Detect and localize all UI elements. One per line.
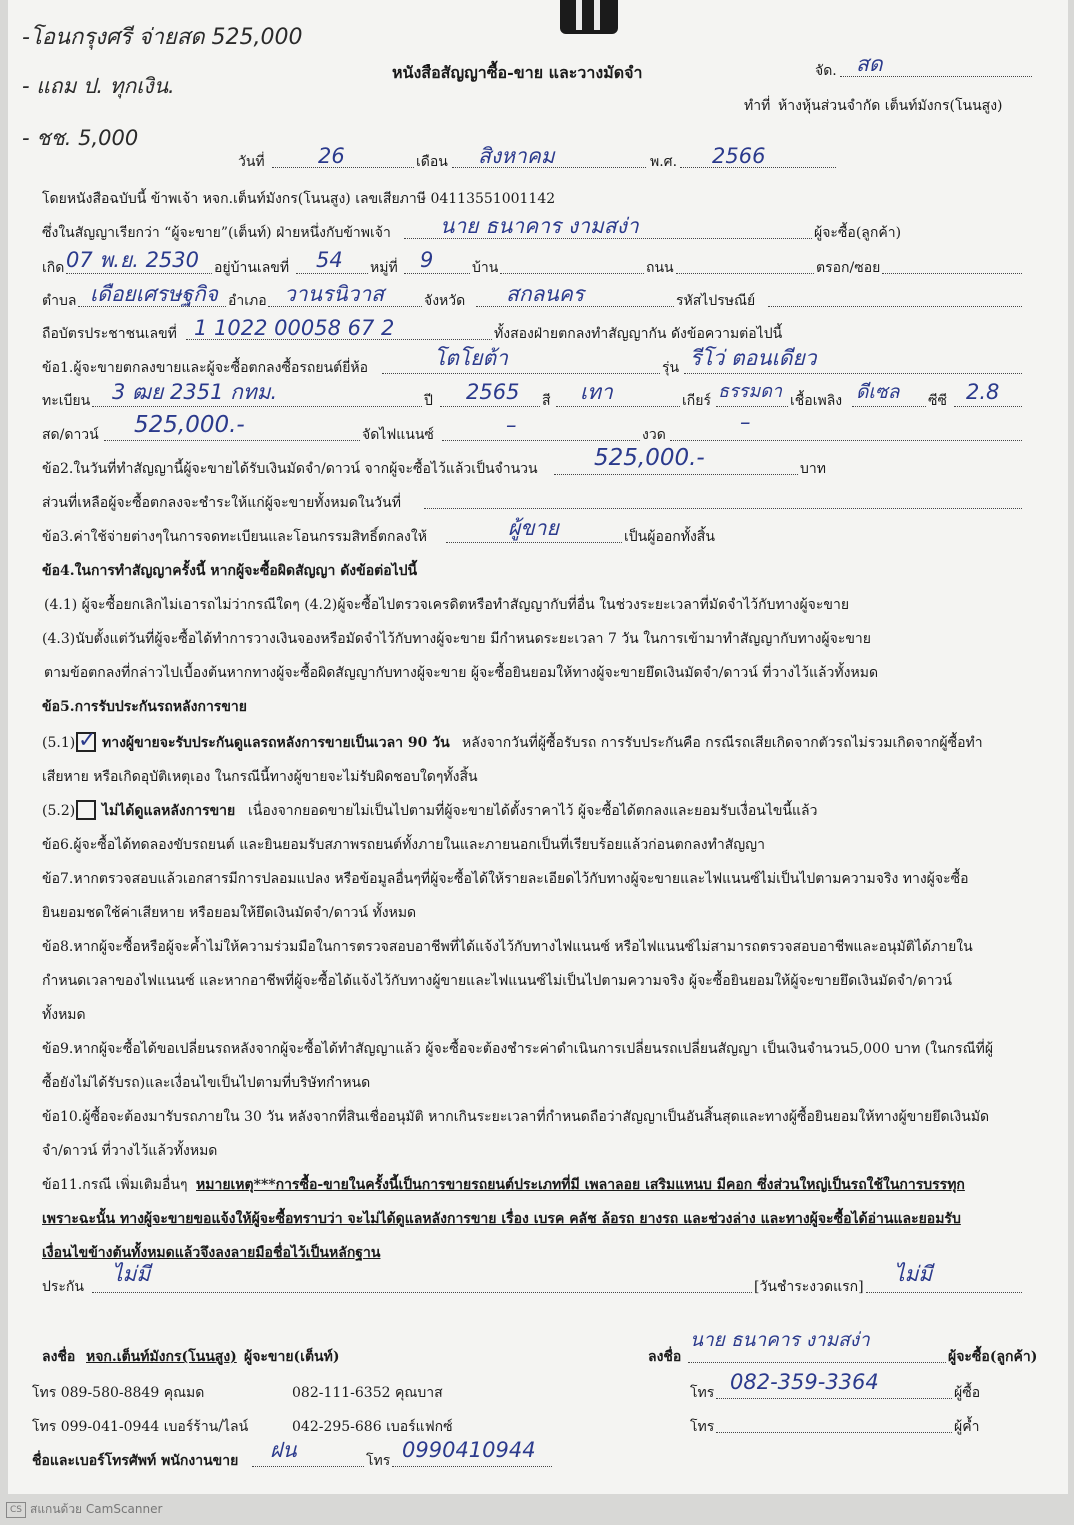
clause8-line1: ข้อ8.หากผู้จะซื้อหรือผู้จะค้ำไม่ให้ความร่วมมือในการตรวจสอบอาชีพที่ได้แจ้งไว้กับทางไฟแนนซ์ หรือไฟแนนซ์ไม่สามารถตรวจสอบอาชีพและอนุมัติได้ภายใน [42,939,973,955]
clause11-prefix: ข้อ11.กรณี เพิ่มเติมอื่นๆ [42,1177,188,1193]
deposit-unit: บาท [800,461,826,477]
id-number: 1 1022 00058 67 2 [194,316,395,340]
clause2-line2: ส่วนที่เหลือผู้จะซื้อตกลงจะชำระให้แก่ผู้จะขายทั้งหมดในวันที่ [42,495,401,511]
buyer-sign-prefix: ลงชื่อ [648,1349,682,1365]
price-label: สด/ดาวน์ [42,427,99,443]
car-price: 525,000.- [134,412,245,438]
shop-phone-1: โทร 089-580-8849 คุณมด [32,1385,205,1401]
place-label: ทำที่ [744,98,771,114]
id-suffix: ทั้งสองฝ่ายตกลงทำสัญญากัน ดังข้อความต่อไปนี้ [494,326,783,342]
house-label: อยู่บ้านเลขที่ [214,260,290,276]
clause11-line1: หมายเหตุ***การซื้อ-ขายในครั้งนี้เป็นการขายรถยนต์ประเภทที่มี เพลาลอย เสริมแหนบ มีคอก ซึ่งส่วนใหญ่เป็นรถใช้ในการบรรทุก [196,1177,965,1193]
shop-phone-2: 082-111-6352 คุณบาส [292,1385,443,1401]
buyer-signature: นาย ธนาคาร งามสง่า [690,1329,870,1351]
option-5-2-bold: ไม่ได้ดูแลหลังการขาย [102,803,236,819]
car-plate: 3 ฒย 2351 กทม. [112,380,278,404]
cc-label: ซีซี [928,393,948,409]
first-pay-label: [วันชำระงวดแรก] [754,1279,864,1295]
amphoe-value: วานรนิวาส [284,282,384,306]
finance-value: – [506,413,517,437]
postal-label: รหัสไปรษณีย์ [676,293,756,309]
option-5-1-bold: ทางผู้ขายจะรับประกันดูแลรถหลังการขายเป็นเวลา 90 วัน [102,735,450,751]
doc-no-value: สด [856,52,883,76]
seller-role: ผู้จะขาย(เต็นท์) [244,1349,340,1365]
date-label: วันที่ [238,154,265,170]
clause10-line1: ข้อ10.ผู้ซื้อจะต้องมารับรถภายใน 30 วัน หลังจากที่สินเชื่ออนุมัติ หากเกินระยะเวลาที่กำหนดถือว่าสัญญาเป็นอันสิ้นสุดและทางผู้ซื้อยินยอมให้ทางผู้ขายยึดเงินมัด [42,1109,990,1125]
date-month: สิงหาคม [478,144,555,168]
intro-line-1: โดยหนังสือฉบับนี้ ข้าพเจ้า หจก.เต็นท์มังกร(โนนสูง) เลขเสียภาษี 04113551001142 [42,191,556,207]
margin-note-3: - ชช. 5,000 [22,126,139,150]
fuel-label: เชื้อเพลิง [790,393,843,409]
option-5-2-num: (5.2) [42,803,76,819]
clause1-text: ข้อ1.ผู้จะขายตกลงขายและผู้จะซื้อตกลงซื้อรถยนต์ยี่ห้อ [42,360,369,376]
village-label: บ้าน [472,260,499,276]
road-label: ถนน [646,260,674,276]
model-label: รุ่น [662,360,680,376]
clause3-text: ข้อ3.ค่าใช้จ่ายต่างๆในการจดทะเบียนและโอนกรรมสิทธิ์ตกลงให้ [42,529,427,545]
staff-phone: 0990410944 [402,1438,536,1462]
guarantor-value: ไม่มี [112,1262,151,1286]
buyer-role: ผู้จะซื้อ(ลูกค้า) [948,1349,1038,1365]
staff-name: ฝน [270,1438,297,1462]
car-fuel: ดีเซล [856,381,900,403]
car-year-label: ปี [424,393,433,409]
amphoe-label: อำเภอ [228,293,267,309]
month-label: เดือน [416,154,448,170]
option-5-1-line2: เสียหาย หรือเกิดอุบัติเหตุเอง ในกรณีนี้ทางผู้ขายจะไม่รับผิดชอบใดๆทั้งสิ้น [42,769,478,785]
fee-party: ผู้ขาย [508,516,559,540]
deposit-amount: 525,000.- [594,445,705,471]
clause7-line2: ยินยอมชดใช้ค่าเสียหาย หรือยอมให้ยึดเงินมัดจำ/ดาวน์ ทั้งหมด [42,905,417,921]
buyer-phone-label: โทร [690,1385,715,1401]
buyer-name: นาย ธนาคาร งามสง่า [440,214,639,238]
option-5-1-checkbox[interactable] [76,728,97,753]
clause5-heading: ข้อ5.การรับประกันรถหลังการขาย [42,699,247,715]
year-label: พ.ศ. [650,154,678,170]
car-color: เทา [580,380,613,404]
buyer-phone-role: ผู้ซื้อ [954,1385,981,1401]
car-cc: 2.8 [966,380,1000,404]
buyer-phone: 082-359-3364 [730,1370,879,1394]
option-5-1-rest: หลังจากวันที่ผู้ซื้อรับรถ การรับประกันคือ กรณีรถเสียเกิดจากตัวรถไม่รวมเกิดจากผู้ซื้อทำ [462,735,983,751]
doc-no-label: จัด. [815,63,837,79]
gear-label: เกียร์ [682,393,711,409]
clause4-line2: (4.3)นับตั้งแต่วันที่ผู้จะซื้อได้ทำการวางเงินจองหรือมัดจำไว้กับทางผู้จะขาย มีกำหนดระยะเวลา 7 วัน ในการเข้ามาทำสัญญากับทางผู้จะขาย [42,631,871,647]
born-value: 07 พ.ย. 2530 [66,248,200,272]
clause7-line1: ข้อ7.หากตรวจสอบแล้วเอกสารมีการปลอมแปลง หรือข้อมูลอื่นๆที่ผู้จะซื้อได้ให้รายละเอียดไว้กับทางผู้จะขายและไฟแนนซ์ไม่เป็นไปตามความจริง ทางผู้จะซื้อ [42,871,969,887]
clause2-text: ข้อ2.ในวันที่ทำสัญญานี้ผู้จะขายได้รับเงินมัดจำ/ดาวน์ จากผู้จะซื้อไว้แล้วเป็นจำนวน [42,461,538,477]
binder-clip [560,0,618,34]
staff-label: ชื่อและเบอร์โทรศัพท์ พนักงานขาย [32,1453,239,1469]
date-day: 26 [318,144,345,168]
buyer-label: ผู้จะซื้อ(ลูกค้า) [814,225,902,241]
clause9-line1: ข้อ9.หากผู้จะซื้อได้ขอเปลี่ยนรถหลังจากผู้จะซื้อได้ทำสัญญาแล้ว ผู้จะซื้อจะต้องชำระค่าดำเนินการเปลี่ยนรถเปลี่ยนสัญญา เป็นเงินจำนวน5,000 บาท (ในกรณีที่ผู้ [42,1041,994,1057]
intro-line-2: ซึ่งในสัญญาเรียกว่า “ผู้จะขาย”(เต็นท์) ฝ่ายหนึ่งกับข้าพเจ้า [42,225,391,241]
clause11-line3: เงื่อนไขข้างต้นทั้งหมดแล้วจึงลงลายมือชื่อไว้เป็นหลักฐาน [42,1245,381,1261]
house-no: 54 [316,248,343,272]
moo-label: หมู่ที่ [370,260,398,276]
clause3-suffix: เป็นผู้ออกทั้งสิ้น [624,529,715,545]
first-pay-value: ไม่มี [894,1262,933,1286]
option-5-2-checkbox[interactable] [76,800,96,820]
born-label: เกิด [42,260,65,276]
clause11-line2: เพราะฉะนั้น ทางผู้จะขายขอแจ้งให้ผู้จะซื้อทราบว่า จะไม่ได้ดูแลหลังการขาย เรื่อง เบรค คลัช ล้อรถ ยางรถ และช่วงล่าง และทางผู้จะซื้อได้อ่านและยอมรับ [42,1211,961,1227]
clause8-line2: กำหนดเวลาของไฟแนนซ์ และหากอาชีพที่ผู้จะซื้อได้แจ้งไว้กับทางผู้ขายและไฟแนนซ์ไม่เป็นไปตามความจริง ผู้จะซื้อยินยอมให้ผู้จะขายยึดเงินมัดจำ/ดาวน์ [42,973,952,989]
plate-label: ทะเบียน [42,393,91,409]
check-icon: ✓ [78,728,97,753]
guarantor-label: ประกัน [42,1279,84,1295]
clause8-line3: ทั้งหมด [42,1007,86,1023]
document-title: หนังสือสัญญาซื้อ-ขาย และวางมัดจำ [392,63,643,82]
date-year: 2566 [712,144,766,168]
id-label: ถือบัตรประชาชนเลขที่ [42,326,177,342]
province-value: สกลนคร [506,282,585,306]
scanner-text: สแกนด้วย CamScanner [30,1502,163,1516]
clause4-heading: ข้อ4.ในการทำสัญญาครั้งนี้ หากผู้จะซื้อผิดสัญญา ดังข้อต่อไปนี้ [42,563,418,579]
installment-label: งวด [642,427,666,443]
tambon-value: เดือยเศรษฐกิจ [90,282,218,306]
guarantor-phone-label: โทร [690,1419,715,1435]
staff-phone-label: โทร [366,1453,391,1469]
province-label: จังหวัด [424,293,466,309]
soi-label: ตรอก/ซอย [816,260,881,276]
scanner-watermark [6,1500,162,1519]
car-brand: โตโยต้า [434,346,508,370]
option-5-1-num: (5.1) [42,735,76,751]
clause4-line3: ตามข้อตกลงที่กล่าวไปเบื้องต้นหากทางผู้จะซื้อผิดสัญญากับทางผู้จะขาย ผู้จะซื้อยินยอมให้ทางผู้จะขายยึดเงินมัดจำ/ดาวน์ ที่วางไว้แล้วทั้งหมด [44,665,879,681]
camscanner-logo: CS [6,1502,26,1518]
guarantor-phone-role: ผู้ค้ำ [954,1419,980,1435]
margin-note-1: -โอนกรุงศรี จ่ายสด 525,000 [22,25,303,50]
clause10-line2: จำ/ดาวน์ ที่วางไว้แล้วทั้งหมด [42,1143,218,1159]
clause9-line2: ซื้อยังไม่ได้รับรถ)และเงื่อนไขเป็นไปตามที่บริษัทกำหนด [42,1075,371,1091]
tambon-label: ตำบล [42,293,77,309]
place-value: ห้างหุ้นส่วนจำกัด เต็นท์มังกร(โนนสูง) [778,98,1003,114]
finance-label: จัดไฟแนนซ์ [362,427,434,443]
car-gear: ธรรมดา [718,381,782,402]
car-model: รีโว่ ตอนเดียว [690,346,817,370]
car-year: 2565 [466,380,520,404]
seller-name: หจก.เต็นท์มังกร(โนนสูง) [86,1349,237,1365]
moo-value: 9 [420,248,434,272]
shop-phone-4: 042-295-686 เบอร์แฟกซ์ [292,1419,453,1435]
color-label: สี [542,393,551,409]
shop-phone-3: โทร 099-041-0944 เบอร์ร้าน/ไลน์ [32,1419,249,1435]
margin-note-2: - แถม ป. ทุกเงิน. [22,74,175,98]
seller-sign-prefix: ลงชื่อ [42,1349,76,1365]
clause6: ข้อ6.ผู้จะซื้อได้ทดลองขับรถยนต์ และยินยอมรับสภาพรถยนต์ทั้งภายในและภายนอกเป็นที่เรียบร้อยแล้วก่อนตกลงทำสัญญา [42,837,765,853]
installment-value: – [740,410,751,434]
clause4-line1: (4.1) ผู้จะซื้อยกเลิกไม่เอารถไม่ว่ากรณีใดๆ (4.2)ผู้จะซื้อไปตรวจเครดิตหรือทำสัญญากับที่อื่น ในช่วงระยะเวลาที่มัดจำไว้กับทางผู้จะขาย [44,597,850,613]
option-5-2-rest: เนื่องจากยอดขายไม่เป็นไปตามที่ผู้จะขายได้ตั้งราคาไว้ ผู้จะซื้อได้ตกลงและยอมรับเงื่อนไขนี้แล้ว [248,803,818,819]
